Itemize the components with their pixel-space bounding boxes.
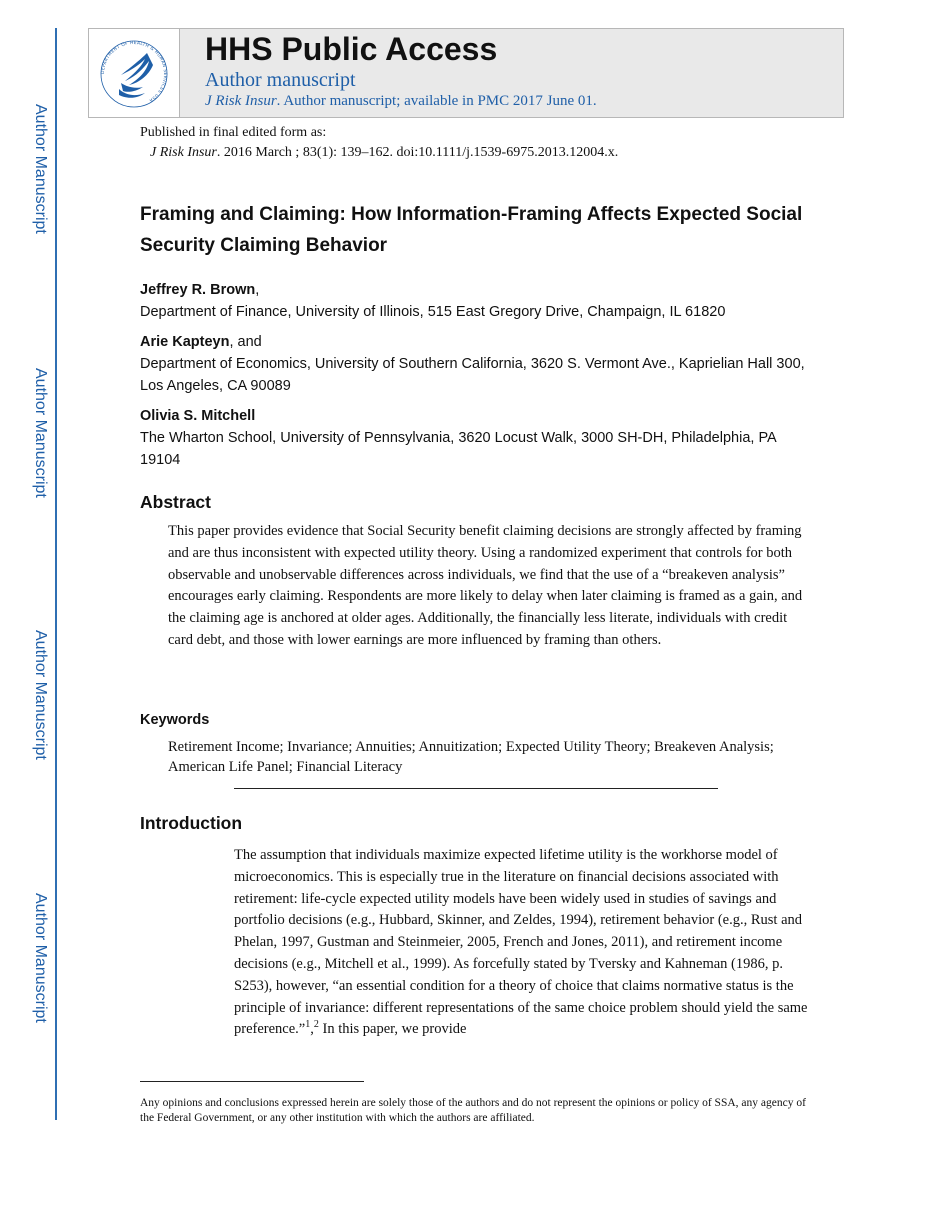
citation bbox=[140, 143, 618, 163]
sidebar-rule bbox=[55, 28, 57, 1120]
introduction-body-end: In this paper, we provide bbox=[318, 1021, 467, 1038]
hhs-header bbox=[88, 28, 844, 118]
journal-abbrev: J Risk Insur bbox=[205, 93, 277, 109]
paper-title: Framing and Claiming: How Information-Framing Affects Expected Social Security Claiming Behavior bbox=[140, 204, 803, 256]
footnote-ref-separator: , bbox=[310, 1021, 314, 1038]
author-affiliation: The Wharton School, University of Pennsylvania, 3620 Locust Walk, 3000 SH-DH, Philadelphia, PA 19104 bbox=[140, 430, 776, 468]
abstract-heading: Abstract bbox=[140, 492, 211, 512]
author-entry bbox=[140, 279, 820, 323]
hhs-title: HHS Public Access bbox=[205, 31, 498, 67]
author-suffix: , and bbox=[229, 334, 262, 350]
journal-availability: . Author manuscript; available in PMC 2017 June 01. bbox=[276, 93, 597, 109]
author-entry bbox=[140, 405, 820, 471]
footnote-ref[interactable]: 2 bbox=[313, 1019, 319, 1031]
author-name: Jeffrey R. Brown bbox=[140, 282, 256, 298]
hhs-journal-line bbox=[205, 93, 597, 110]
published-in bbox=[140, 123, 618, 163]
author-name: Olivia S. Mitchell bbox=[140, 408, 256, 424]
abstract-text: This paper provides evidence that Social Security benefit claiming decisions are strongly affected by framing and are thus inconsistent with expected utility theory. Using a randomized experiment that controls for both observable and unobservable differences across individuals, we find that the use of a “breakeven analysis” encourages early claiming. Respondents are more likely to delay when later claiming is framed as a gain, and the claiming age is anchored at older ages. Additionally, the financially less literate, individuals with credit card debt, and those with lower earnings are more influenced by framing than others. bbox=[168, 523, 803, 648]
footnote-ref[interactable]: 1 bbox=[305, 1019, 311, 1031]
introduction-body: The assumption that individuals maximize expected lifetime utility is the workhorse model of microeconomics. This is especially true in the literature on financial decisions associated with retirement: life-cycle expected utility models have been widely used in studies of savings and portfolio decisions (e.g., Hubbard, Skinner, and Zeldes, 1994), retirement behavior (e.g., Rust and Phelan, 1997, Gustman and Steinmeier, 2005, French and Jones, 2011), and retirement income decisions (e.g., Mitchell et al., 1999). As forcefully stated by Tversky and Kahneman (1986, p. S253), however, “an essential condition for a theory of choice that claims normative status is the principle of invariance: different representations of the same choice problem should yield the same preference.” bbox=[234, 847, 808, 1038]
author-affiliation: Department of Economics, University of Southern California, 3620 S. Vermont Ave., Kaprielian Hall 300, Los Angeles, CA 90089 bbox=[140, 356, 805, 394]
introduction-text bbox=[234, 845, 814, 1041]
keywords-text: Retirement Income; Invariance; Annuities; Annuitization; Expected Utility Theory; Breakeven Analysis; American Life Panel; Financial Literacy bbox=[168, 739, 774, 775]
footnote-rule bbox=[140, 1081, 364, 1082]
author-entry bbox=[140, 331, 820, 397]
published-label: Published in final edited form as: bbox=[140, 125, 327, 140]
hhs-eagle-icon bbox=[99, 39, 169, 109]
author-manuscript-label: Author Manuscript bbox=[32, 104, 49, 234]
logo-ring-text: DEPARTMENT OF HEALTH & HUMAN SERVICES USA bbox=[100, 40, 168, 103]
author-manuscript-label: Author Manuscript bbox=[32, 368, 49, 498]
author-suffix: , bbox=[255, 282, 260, 298]
author-name: Arie Kapteyn bbox=[140, 334, 230, 350]
section-divider bbox=[234, 788, 718, 789]
hhs-subtitle: Author manuscript bbox=[205, 69, 356, 91]
introduction-heading: Introduction bbox=[140, 813, 243, 833]
author-manuscript-label: Author Manuscript bbox=[32, 630, 49, 760]
author-manuscript-label: Author Manuscript bbox=[32, 893, 49, 1023]
footnote-text: Any opinions and conclusions expressed herein are solely those of the authors and do not represent the opinions or policy of SSA, any agency of the Federal Government, or any other institution with which the authors are affiliated. bbox=[140, 1097, 806, 1124]
citation-details: . 2016 March ; 83(1): 139–162. doi:10.1111/j.1539-6975.2013.12004.x. bbox=[216, 145, 619, 160]
author-affiliation: Department of Finance, University of Illinois, 515 East Gregory Drive, Champaign, IL 61820 bbox=[140, 304, 726, 320]
svg-text:DEPARTMENT OF HEALTH & HUMAN S bbox=[100, 40, 168, 103]
hhs-logo bbox=[89, 29, 180, 117]
keywords-heading: Keywords bbox=[140, 712, 210, 728]
citation-journal: J Risk Insur bbox=[150, 145, 217, 160]
